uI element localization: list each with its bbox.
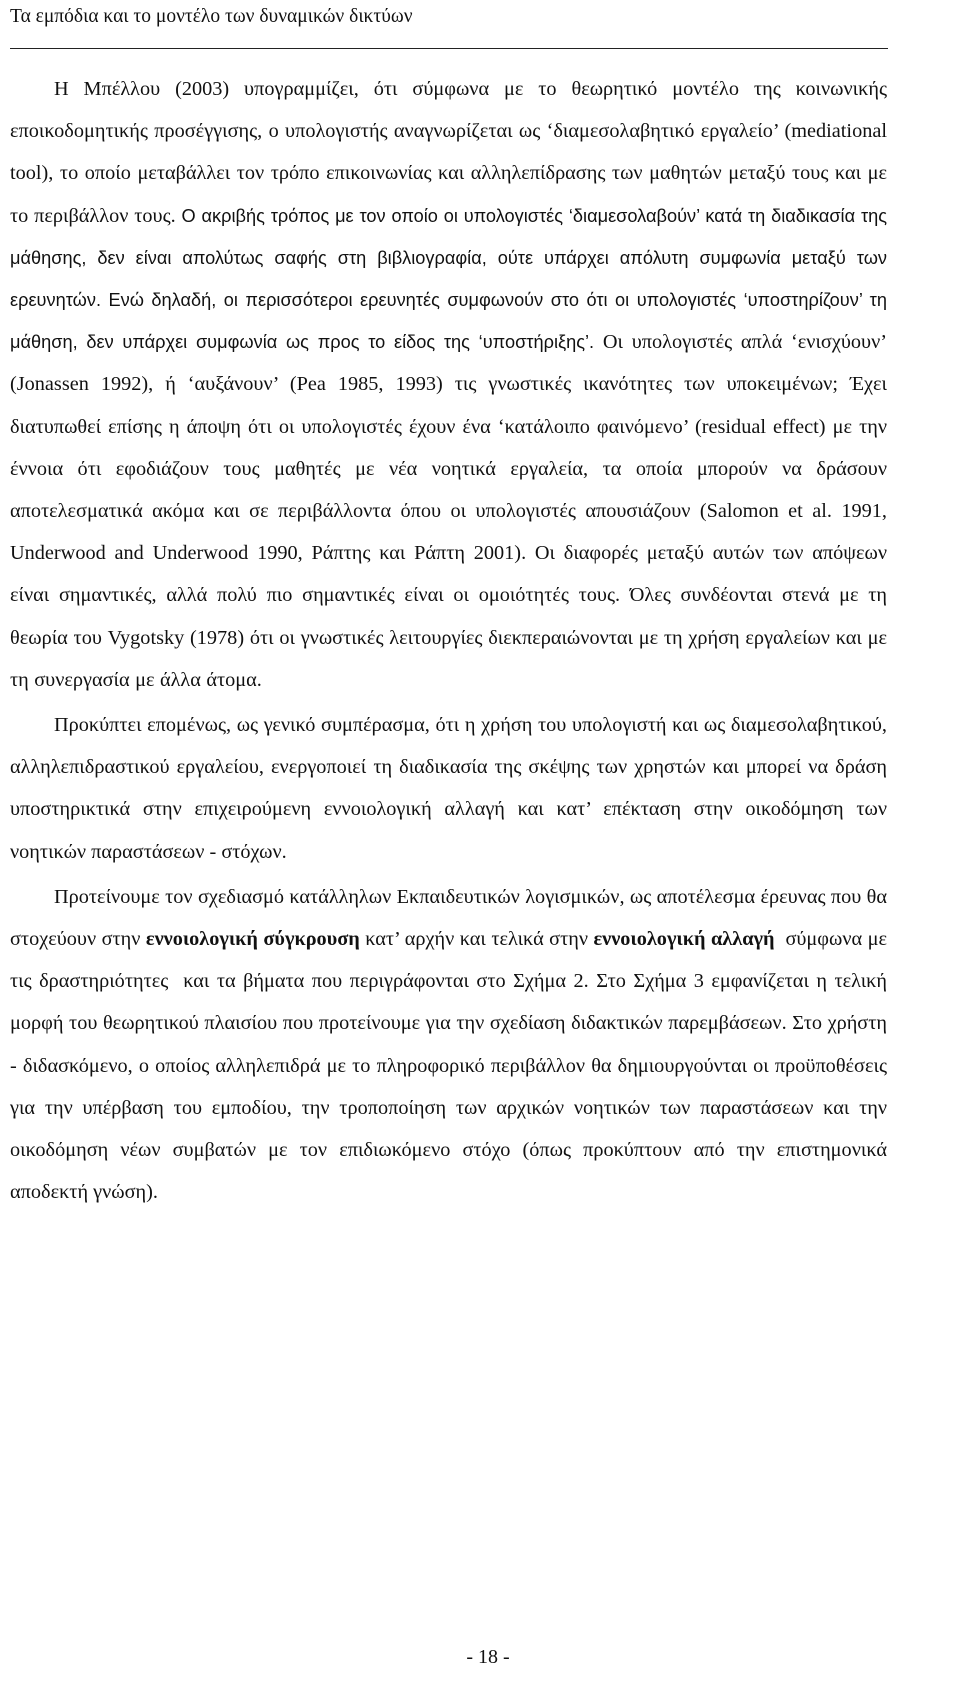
paragraph-2: Προκύπτει επομένως, ως γενικό συμπέρασμα, ότι η χρήση του υπολογιστή και ως διαμεσολαβητικού, αλληλεπιδραστικού εργαλείου, ενεργοποιεί τη διαδικασία της σκέψης των χρηστών και μπορεί να δράση υποστηρικτικά στην επιχειρούμενη εννοιολογική αλλαγή και κατ’ επέκταση στην οικοδόμηση των νοητικών παραστάσεων - στόχων. xyxy=(10,714,887,863)
paragraph-1-sentence-3: Οι υπολογιστές απλά ‘ενισχύουν’ (Jonassen 1992), ή ‘αυξάνουν’ (Pea 1985, 1993) τις γνωστικές ικανότητες των υποκειμένων; Έχει διατυπωθεί επίσης η άποψη ότι οι υπολογιστές έχουν ένα ‘κατάλοιπο φαινόμενο’ (residual effect) με την έννοια ότι εφοδιάζουν τους μαθητές με νέα νοητικά εργαλεία, τα οποία μπορούν να δράσουν αποτελεσματικά ακόμα και σε περιβάλλοντα όπου οι υπολογιστές απουσιάζουν (Salomon et al. 1991, Underwood and Underwood 1990, Ράπτης και Ράπτη 2001). Οι διαφορές μεταξύ αυτών των απόψεων είναι σημαντικές, αλλά πολύ πιο σημαντικές είναι οι ομοιότητές τους. Όλες συνδέονται στενά με τη θεωρία του Vygotsky (1978) ότι οι γνωστικές λειτουργίες διεκπεραιώνονται με τη χρήση εργαλείων και με τη συνεργασία με άλλα άτομα. xyxy=(10,331,887,691)
page-number: - 18 - xyxy=(466,1646,510,1668)
paragraph-1-sans-passage: Ο ακριβής τρόπος με τον οποίο οι υπολογιστές ‘διαμεσολαβούν’ κατά τη διαδικασία της μάθησης, δεν είναι απολύτως σαφής στη βιβλιογραφία, ούτε υπάρχει απόλυτη συμφωνία μεταξύ των ερευνητών. Ενώ δηλαδή, οι περισσότεροι ερευνητές συμφωνούν στο ότι οι υπολογιστές ‘υποστηρίζουν’ τη μάθηση, δεν υπάρχει συμφωνία ως προς το είδος της ‘υποστήριξης’. xyxy=(10,205,888,353)
header-rule xyxy=(10,48,888,49)
paragraph-3-text-2: κατ’ αρχήν και τελικά στην xyxy=(359,928,594,951)
paragraph-1 xyxy=(10,68,887,701)
paragraph-1-sentence-1: Η Μπέλλου (2003) υπογραμμίζει, ότι σύμφωνα με το θεωρητικό μοντέλο της κοινωνικής εποικοδομητικής προσέγγισης, ο υπολογιστής αναγνωρίζεται ως ‘διαμεσολαβητικό εργαλείο’ (mediational tool), το οποίο μεταβάλλει τον τρόπο επικοινωνίας και αλληλεπίδρασης των μαθητών μεταξύ τους και με το περιβάλλον τους. xyxy=(10,78,887,227)
body-text xyxy=(10,68,893,1213)
bold-term-conceptual-conflict: εννοιολογική σύγκρουση xyxy=(145,928,360,951)
paragraph-3 xyxy=(10,876,893,1214)
paragraph-3-text-1: Προτείνουμε τον σχεδιασμό κατάλληλων Εκπαιδευτικών λογισμικών, ως αποτέλεσμα έρευνας που θα στοχεύουν στην xyxy=(10,885,887,951)
paragraph-3-text-3: σύμφωνα με τις δραστηριότητες και τα βήματα που περιγράφονται στο Σχήμα 2. Στο Σχήμα 3 εμφανίζεται η τελική μορφή του θεωρητικού πλαισίου που προτείνουμε για την σχεδίαση διδακτικών παρεμβάσεων. Στο χρήστη - διδασκόμενο, ο οποίος αλληλεπιδρά με το πληροφορικό περιβάλλον θα δημιουργούνται οι προϋποθέσεις για την υπέρβαση του εμποδίου, την τροποποίηση των αρχικών νοητικών των παραστάσεων και την οικοδόμηση νέων συμβατών με τον επιδιωκόμενο στόχο (όπως προκύπτουν από την επιστημονικά αποδεκτή γνώση). xyxy=(10,928,893,1204)
running-header: Τα εμπόδια και το μοντέλο των δυναμικών δικτύων xyxy=(10,6,413,27)
bold-term-conceptual-change: εννοιολογική αλλαγή xyxy=(593,928,775,951)
